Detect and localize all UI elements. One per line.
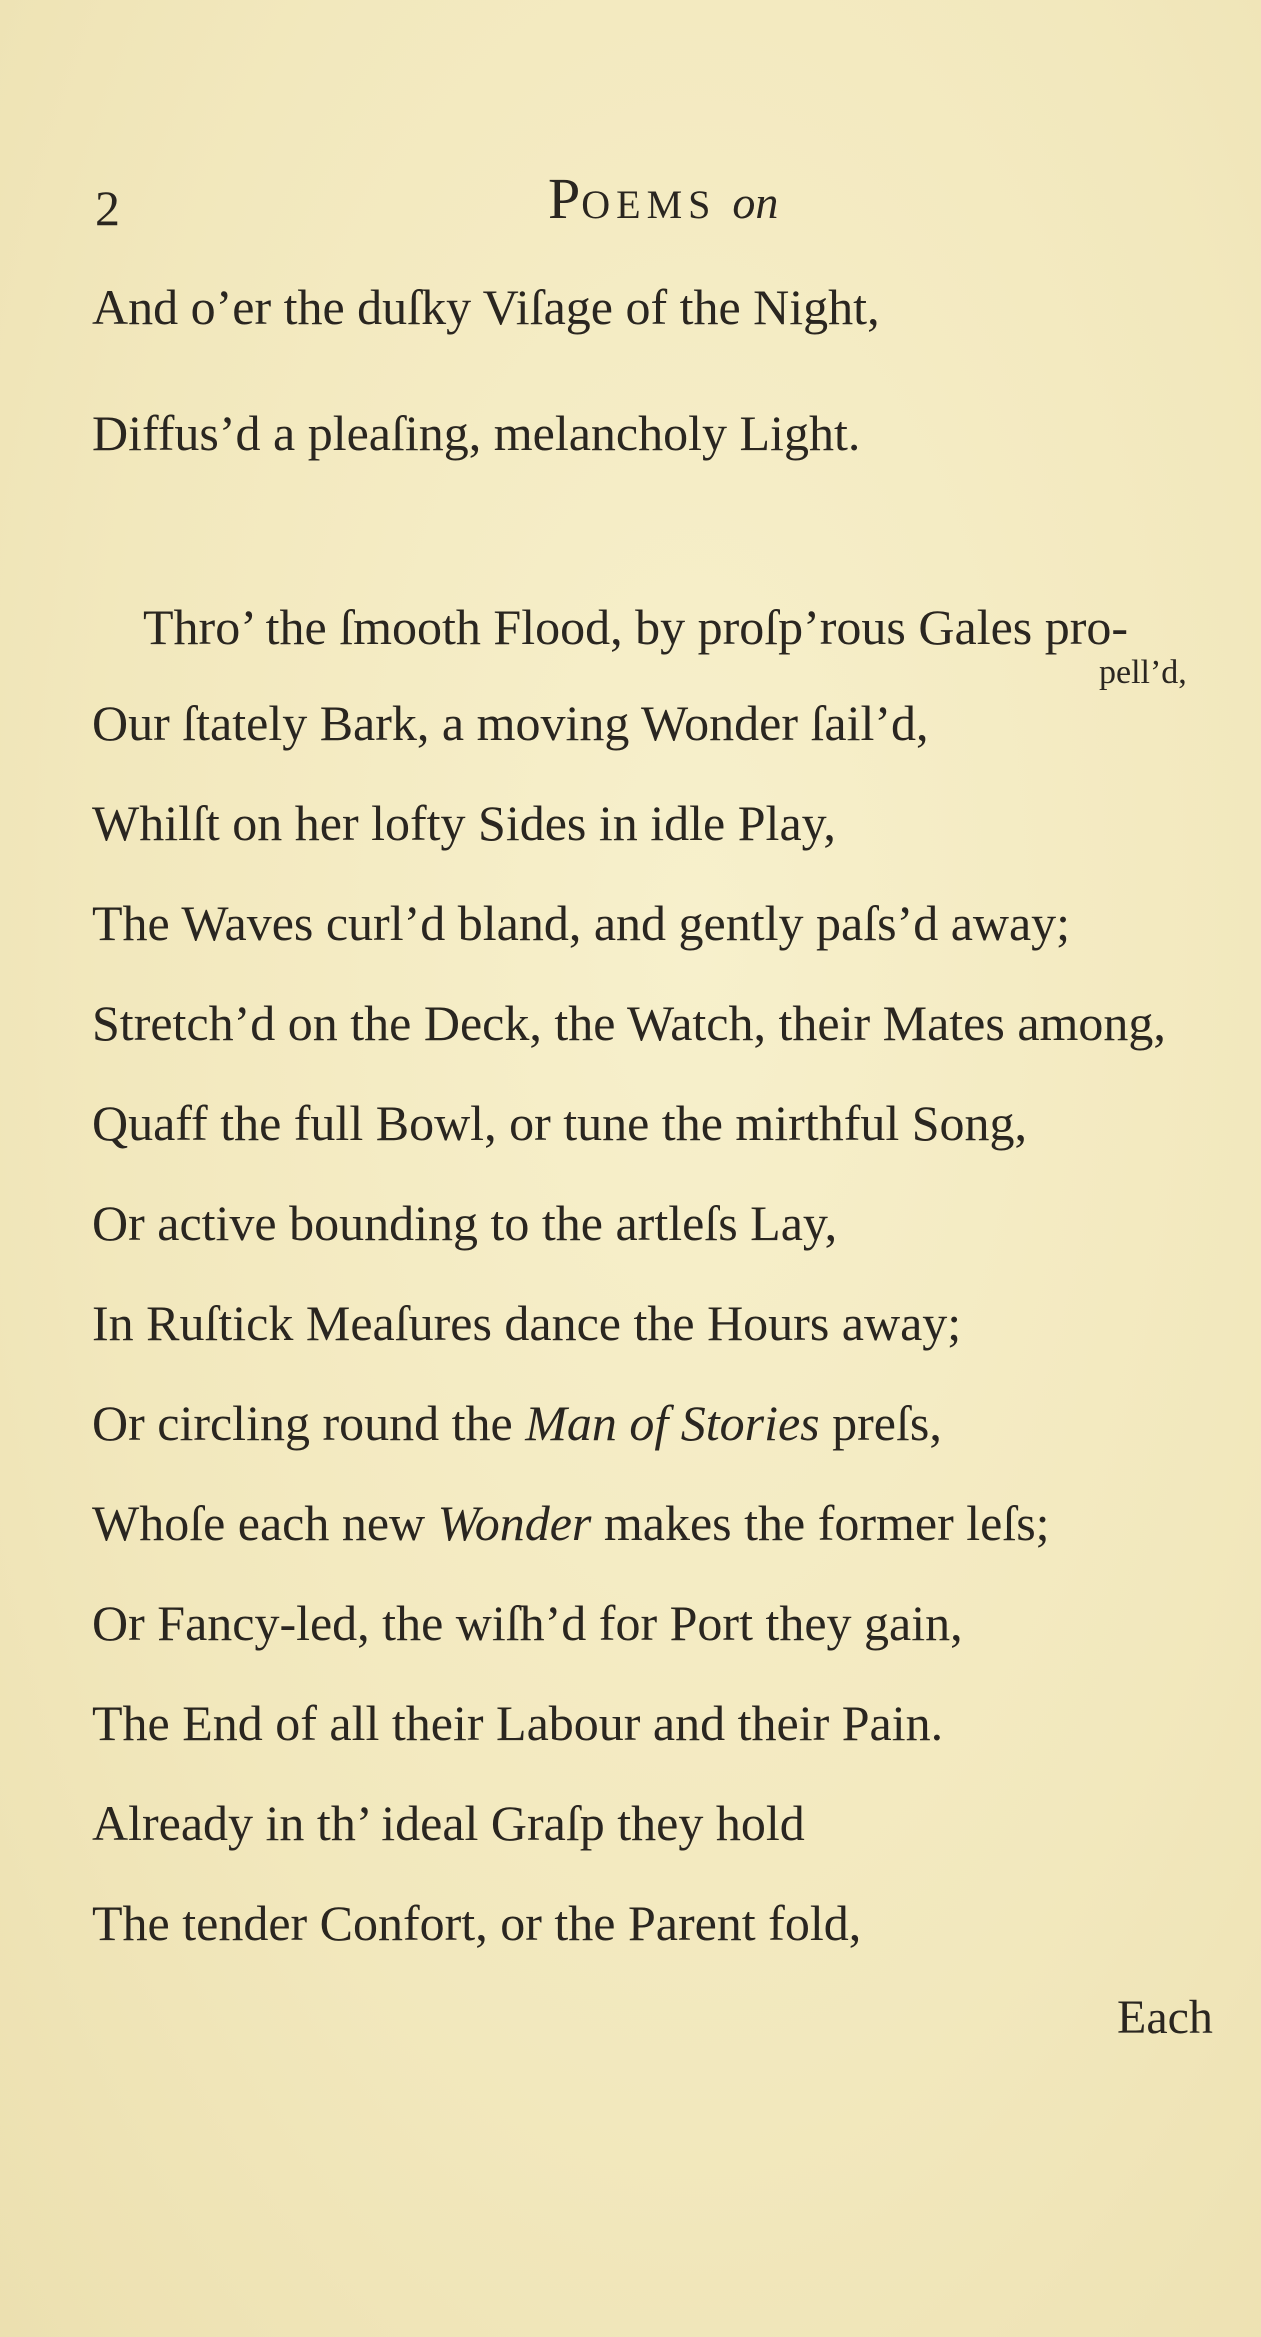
verse-line bbox=[92, 1395, 942, 1451]
verse-italic: Wonder bbox=[437, 1495, 592, 1551]
verse-line: Thro’ the ſmooth Flood, by proſp’rous Gales pro- bbox=[143, 599, 1129, 655]
verse-line bbox=[92, 1495, 1050, 1551]
verse-line: Or active bounding to the artleſs Lay, bbox=[92, 1195, 838, 1251]
verse-line: Stretch’d on the Deck, the Watch, their Mates among, bbox=[92, 995, 1166, 1051]
verse-line: Quaff the full Bowl, or tune the mirthful Song, bbox=[92, 1095, 1028, 1151]
verse-text: makes the former leſs; bbox=[591, 1495, 1050, 1551]
verse-line: The End of all their Labour and their Pain. bbox=[92, 1695, 944, 1751]
verse-italic: Man of Stories bbox=[525, 1395, 820, 1451]
verse-line: Or Fancy-led, the wiſh’d for Port they gain, bbox=[92, 1595, 963, 1651]
verse-line: Whilſt on her lofty Sides in idle Play, bbox=[92, 795, 836, 851]
verse-text: preſs, bbox=[819, 1395, 942, 1451]
running-header bbox=[0, 165, 1261, 235]
title-italic: on bbox=[732, 177, 779, 228]
verse-line: The Waves curl’d bland, and gently paſs’d away; bbox=[92, 895, 1071, 951]
title-small-caps: OEMS bbox=[581, 182, 717, 227]
verse-line: And o’er the duſky Viſage of the Night, bbox=[92, 279, 880, 335]
verse-line: Diffus’d a pleaſing, melancholy Light. bbox=[92, 405, 861, 461]
verse-line: The tender Confort, or the Parent fold, bbox=[92, 1895, 862, 1951]
verse-text: Or circling round the bbox=[92, 1395, 526, 1451]
title-initial: P bbox=[548, 166, 582, 231]
running-title bbox=[548, 165, 778, 232]
turnover-word: pell’d, bbox=[1099, 654, 1187, 691]
page-number: 2 bbox=[95, 180, 120, 236]
verse-text: Whoſe each new bbox=[92, 1495, 438, 1551]
verse-line: Our ſtately Bark, a moving Wonder ſail’d, bbox=[92, 695, 929, 751]
catchword: Each bbox=[1117, 1991, 1213, 2044]
verse-line: In Ruſtick Meaſures dance the Hours away; bbox=[92, 1295, 962, 1351]
verse-line: Already in th’ ideal Graſp they hold bbox=[92, 1795, 805, 1851]
